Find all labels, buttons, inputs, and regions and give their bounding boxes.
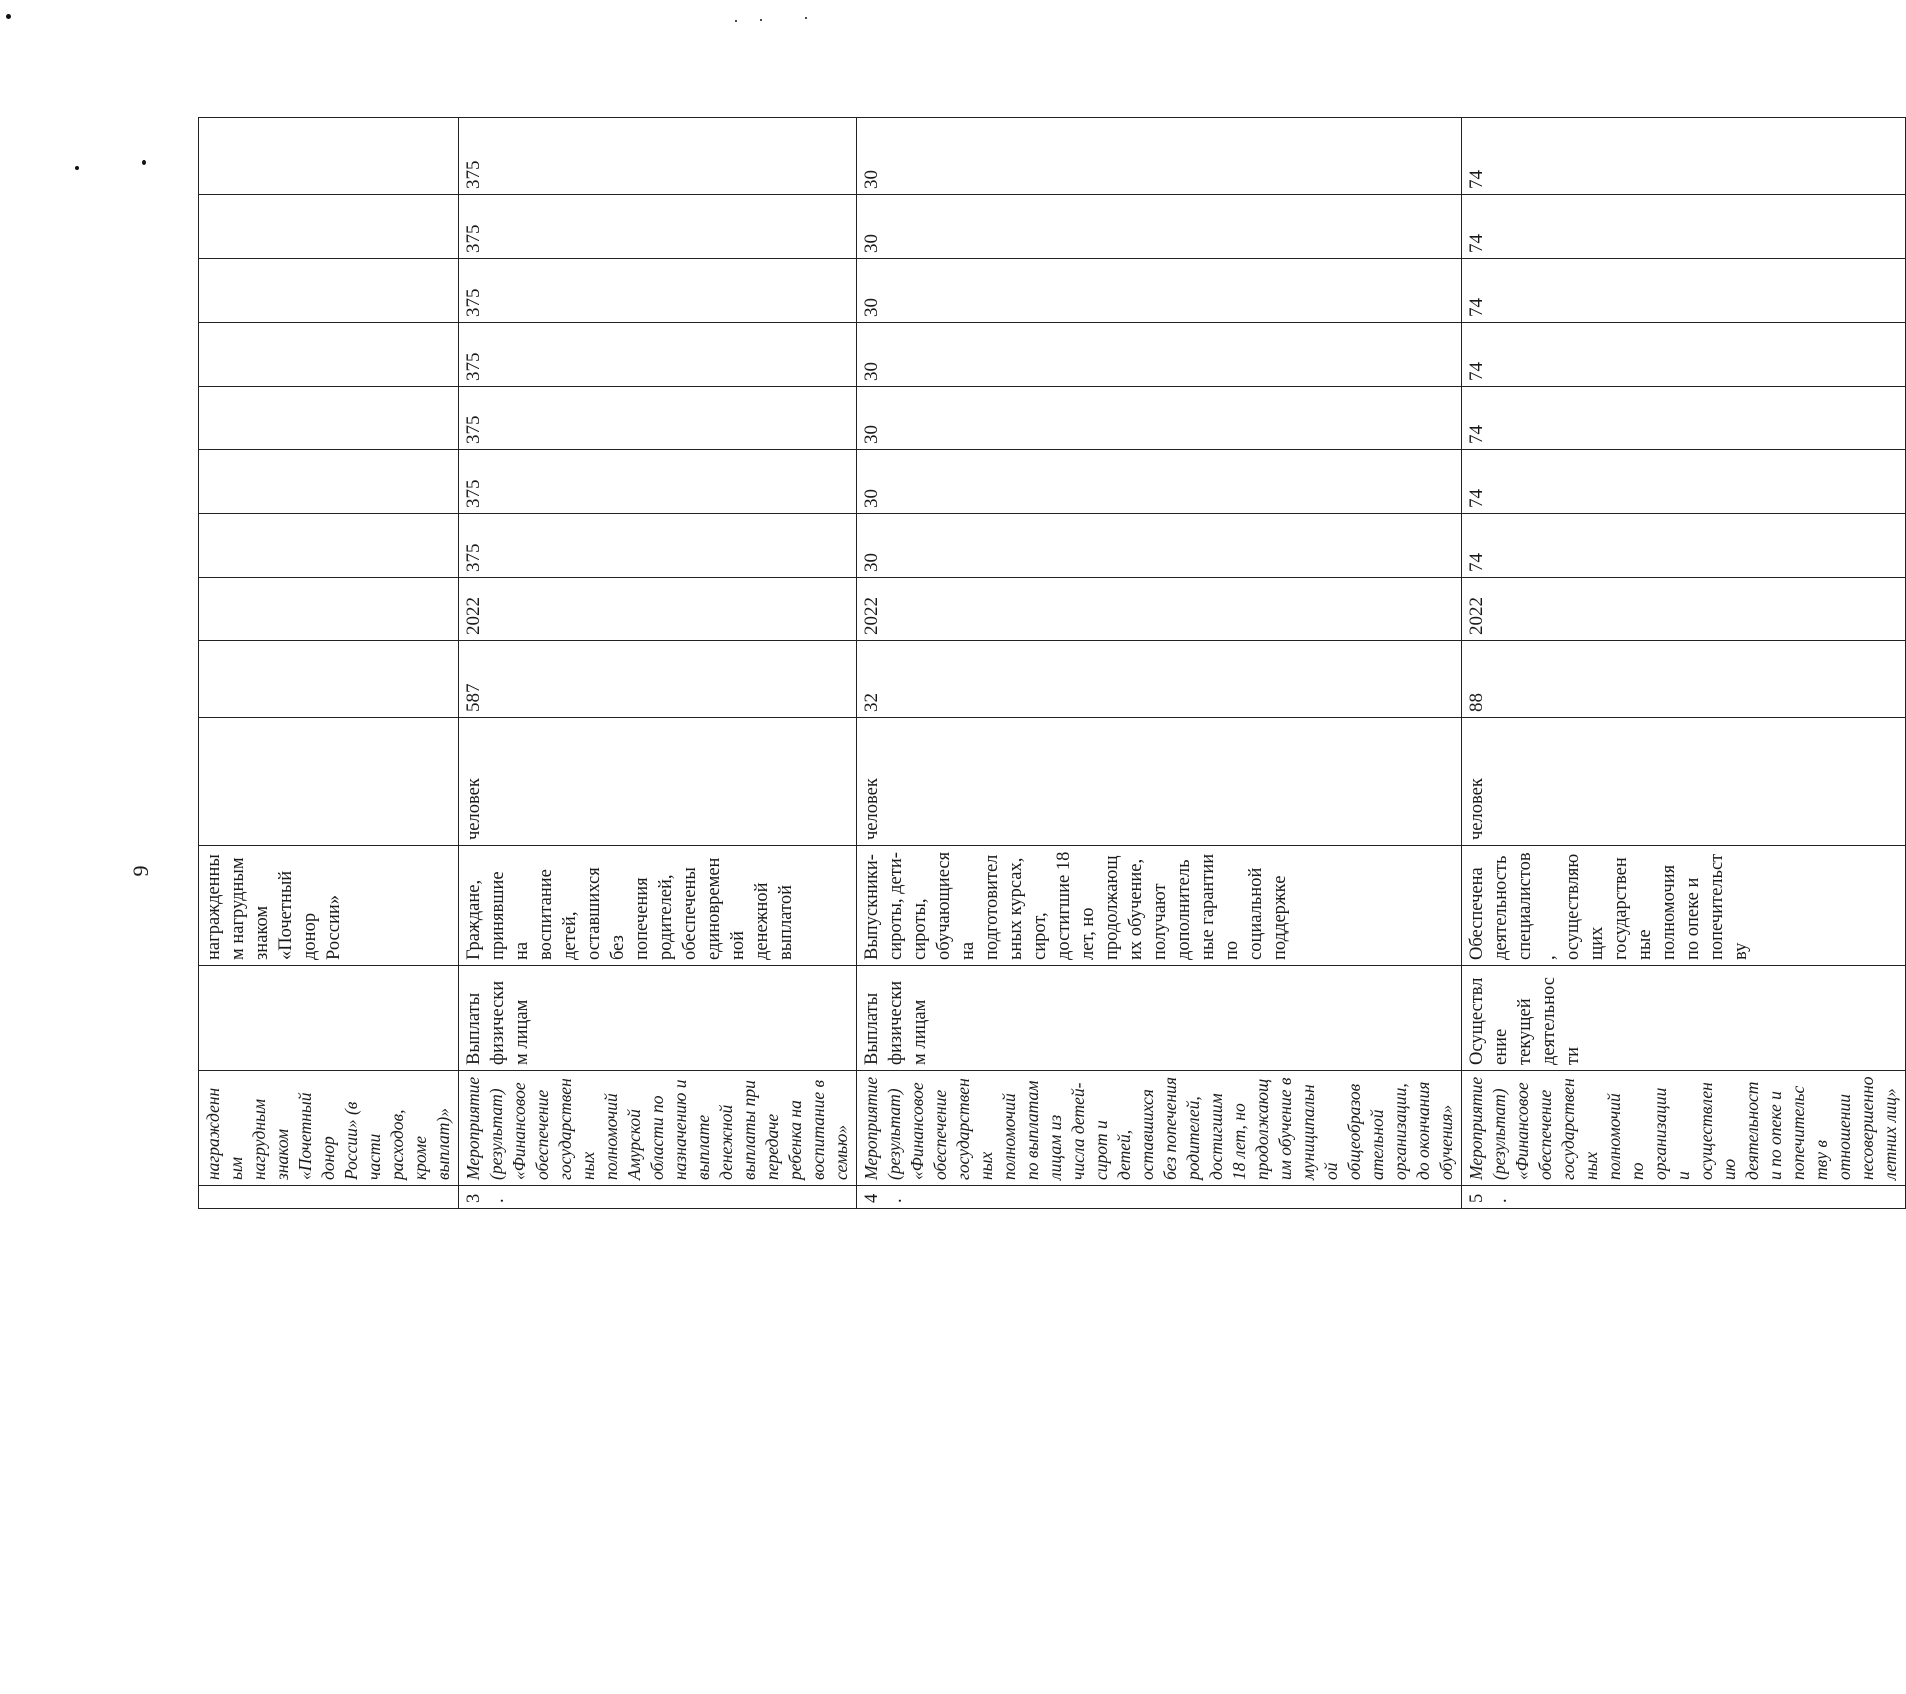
table-row — [857, 118, 1462, 1209]
year-value: 375 — [459, 195, 857, 259]
row-number: 4. — [857, 1186, 1462, 1209]
year-value — [199, 323, 459, 387]
row-number — [199, 1186, 459, 1209]
scan-speck — [760, 19, 762, 21]
year-value: 74 — [1462, 259, 1906, 323]
result-description: Обеспечена деятельность специалистов, осуществляющих государственные полномочия по опеке и попечительству — [1462, 846, 1906, 966]
year-value: 74 — [1462, 195, 1906, 259]
base-year: 2022 — [459, 578, 857, 641]
year-value: 74 — [1462, 118, 1906, 195]
row-number: 3. — [459, 1186, 857, 1209]
row-number: 5. — [1462, 1186, 1906, 1209]
unit: человек — [459, 718, 857, 846]
base-year: 2022 — [1462, 578, 1906, 641]
scan-speck — [805, 17, 807, 19]
year-value — [199, 387, 459, 450]
year-value: 74 — [1462, 450, 1906, 514]
year-value: 74 — [1462, 514, 1906, 578]
year-value — [199, 514, 459, 578]
measures-table — [198, 117, 1906, 1209]
scan-speck — [735, 20, 737, 22]
unit: человек — [857, 718, 1462, 846]
year-value: 30 — [857, 514, 1462, 578]
scan-speck — [75, 166, 79, 170]
result-description: Выпускники-сироты, дети-сироты, обучающиеся на подготовительных курсах, сирот, достигшие 18 лет, но продолжающих обучение, получают дополнительные гарантии по социальной поддержке — [857, 846, 1462, 966]
measure-type — [199, 966, 459, 1071]
year-value: 30 — [857, 259, 1462, 323]
measure-name: Мероприятие (результат) «Финансовое обеспечение государственных полномочий по организации и осуществлению деятельности по опеке и попечительству в отношении несовершеннолетних лиц» — [1462, 1071, 1906, 1186]
year-value — [199, 450, 459, 514]
base-value — [199, 641, 459, 718]
page-number: 9 — [128, 865, 153, 877]
measure-type: Выплаты физическим лицам — [857, 966, 1462, 1071]
base-value: 587 — [459, 641, 857, 718]
measure-name: Мероприятие (результат) «Финансовое обеспечение государственных полномочий по выплатам лицам из числа детей-сирот и детей, оставшихся без попечения родителей, достигшим 18 лет, но продолжающим обучение в муниципальной общеобразовательной организации, до окончания обучения» — [857, 1071, 1462, 1186]
result-description: награжденным нагрудным знаком «Почетный донор России» — [199, 846, 459, 966]
year-value: 74 — [1462, 323, 1906, 387]
year-value: 375 — [459, 514, 857, 578]
year-value: 30 — [857, 387, 1462, 450]
base-year: 2022 — [857, 578, 1462, 641]
measure-type: Выплаты физическим лицам — [459, 966, 857, 1071]
result-description: Граждане, принявшие на воспитание детей, оставшихся без попечения родителей, обеспечены единовременной денежной выплатой — [459, 846, 857, 966]
year-value: 375 — [459, 118, 857, 195]
unit — [199, 718, 459, 846]
scan-speck — [6, 14, 11, 19]
table-row — [459, 118, 857, 1209]
year-value: 30 — [857, 450, 1462, 514]
year-value — [199, 118, 459, 195]
base-year — [199, 578, 459, 641]
year-value: 30 — [857, 118, 1462, 195]
base-value: 32 — [857, 641, 1462, 718]
year-value: 74 — [1462, 387, 1906, 450]
year-value: 375 — [459, 323, 857, 387]
table-row — [199, 118, 459, 1209]
scan-speck — [142, 160, 146, 165]
year-value — [199, 195, 459, 259]
year-value: 375 — [459, 259, 857, 323]
measure-type: Осуществление текущей деятельности — [1462, 966, 1906, 1071]
measure-name: награжденным нагрудным знаком «Почетный донор России» (в части расходов, кроме выплат)» — [199, 1071, 459, 1186]
year-value: 30 — [857, 323, 1462, 387]
unit: человек — [1462, 718, 1906, 846]
rotated-table-wrapper — [198, 138, 1900, 1209]
table-row — [1462, 118, 1906, 1209]
measure-name: Мероприятие (результат) «Финансовое обеспечение государственных полномочий Амурской области по назначению и выплате денежной выплаты при передаче ребенка на воспитание в семью» — [459, 1071, 857, 1186]
base-value: 88 — [1462, 641, 1906, 718]
year-value: 375 — [459, 450, 857, 514]
year-value — [199, 259, 459, 323]
year-value: 30 — [857, 195, 1462, 259]
year-value: 375 — [459, 387, 857, 450]
